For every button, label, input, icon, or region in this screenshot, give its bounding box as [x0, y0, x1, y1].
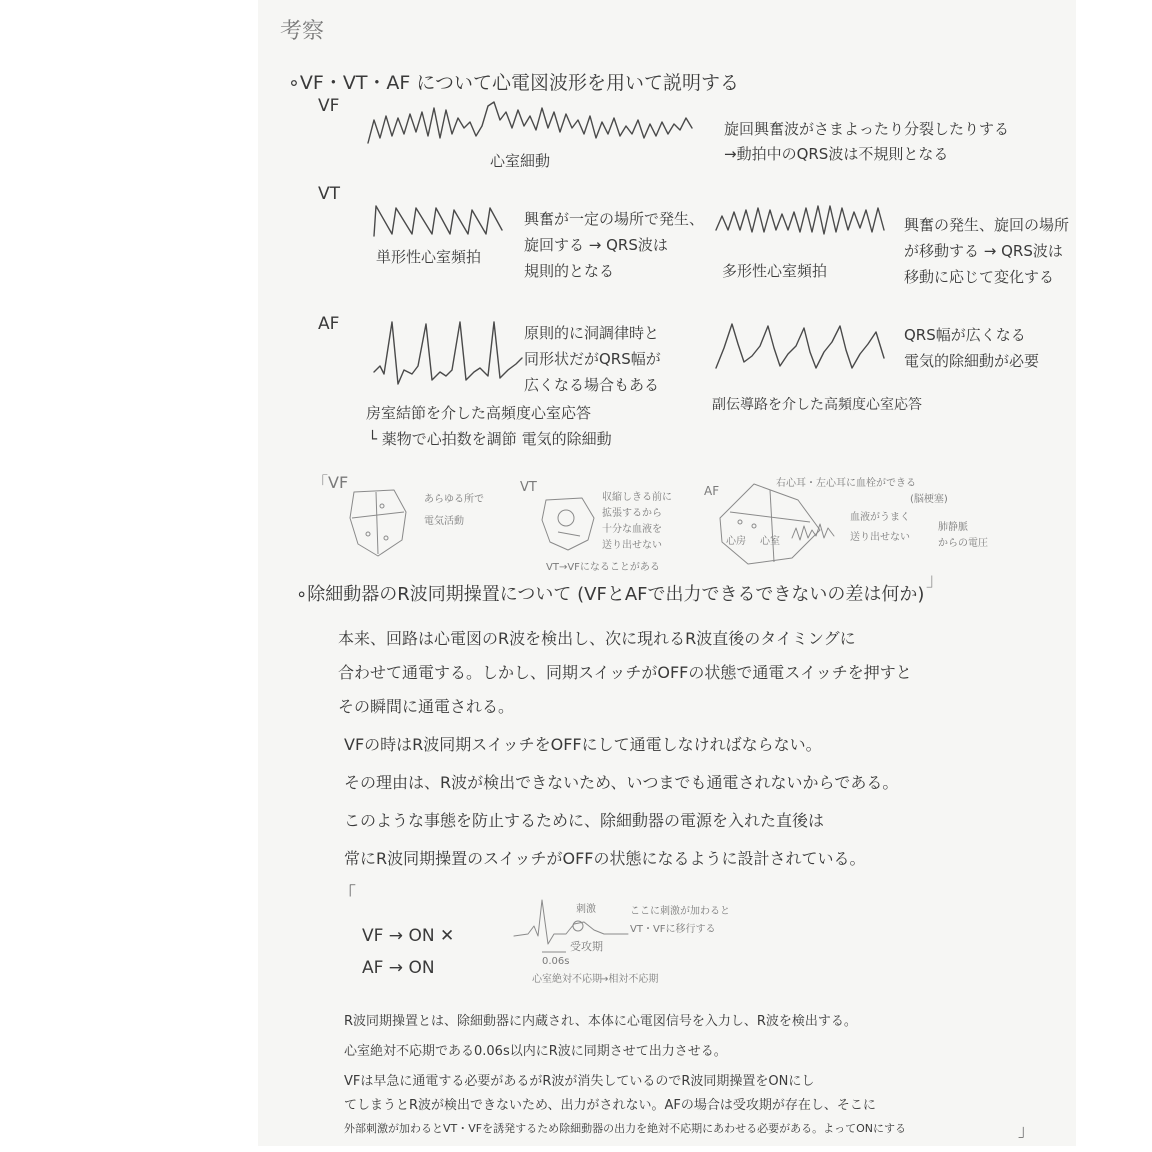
- vt-heart-line: [558, 532, 580, 536]
- sketch-close-bracket: 」: [926, 570, 944, 591]
- af-left-note-3: 広くなる場合もある: [524, 376, 660, 394]
- vt-mono-note-1: 興奮が一定の場所で発生、: [524, 210, 705, 228]
- vf-heart-sketch: [342, 482, 422, 562]
- vf-caption: 心室細動: [490, 152, 551, 170]
- sketch-af-note-2: (脳梗塞): [910, 494, 948, 505]
- vt-poly-waveform: [712, 200, 892, 240]
- diagram-note-1: ここに刺激が加わると: [630, 906, 730, 917]
- vt-mono-waveform-line: [374, 206, 502, 236]
- sketch-af-note-7: 肺静脈: [938, 522, 968, 533]
- sketch-af-note-1: 右心耳・左心耳に血栓ができる: [776, 478, 916, 489]
- refractory-marker: [573, 921, 583, 931]
- section3-p-line3: VFは早急に通電する必要があるがR波が消失しているのでR波同期操置をONにし: [344, 1074, 815, 1089]
- sketch-af-note-5: 心房: [726, 536, 746, 547]
- vt-heart-loop: [558, 510, 574, 526]
- sketch-af-note-6: 心室: [760, 536, 780, 547]
- section2-p3-line1: このような事態を防止するために、除細動器の電源を入れた直後は: [344, 811, 825, 830]
- bullet-icon: ∘: [288, 72, 300, 94]
- section3-open-bracket: 「: [338, 884, 356, 905]
- sketch-vt-note-1: 収縮しきる前に: [602, 492, 672, 503]
- af-left-waveform-line: [374, 322, 522, 384]
- af-left-waveform: [370, 314, 530, 394]
- diagram-time-label: 0.06s: [542, 956, 570, 967]
- vf-heart-dot-1: [366, 532, 370, 536]
- vf-waveform: [366, 98, 706, 153]
- section2-p1-line3: その瞬間に通電される。: [338, 697, 515, 716]
- section3-close-bracket: 」: [1018, 1121, 1035, 1140]
- vf-heart-dot-2: [384, 536, 388, 540]
- sketch-vf-note-2: 電気活動: [424, 516, 464, 527]
- section3-p-line2: 心室絶対不応期である0.06s以内にR波に同期させて出力させる。: [344, 1044, 727, 1059]
- notebook-page: [258, 0, 1076, 1146]
- section3-p-line5: 外部刺激が加わるとVT・VFを誘発するため除細動器の出力を絶対不応期にあわせる必要がある。よってONにする: [344, 1122, 906, 1135]
- section2-p3-line2: 常にR波同期操置のスイッチがOFFの状態になるように設計されている。: [344, 849, 866, 868]
- section3-vf-line: VF → ON ✕: [362, 926, 455, 946]
- section3-p-line1: R波同期操置とは、除細動器に内蔵され、本体に心電図信号を入力し、R波を検出する。: [344, 1014, 857, 1029]
- diagram-vuln-label: 受攻期: [570, 940, 603, 953]
- vt-poly-note-2: が移動する → QRS波は: [904, 242, 1063, 260]
- af-heart-dot-2: [752, 524, 756, 528]
- section1-heading: [288, 68, 739, 95]
- vt-label: VT: [318, 184, 341, 204]
- diagram-note-2: VT・VFに移行する: [630, 924, 716, 935]
- section3-p-line4: てしまうとR波が検出できないため、出力がされない。AFの場合は受攻期が存在し、そこに: [344, 1098, 876, 1113]
- vf-heart-line-1: [352, 512, 404, 518]
- section3-af-line: AF → ON: [362, 958, 435, 978]
- diagram-absolute-label: 心室絶対不応期: [532, 974, 602, 985]
- section2-p1-line2: 合わせて通電する。しかし、同期スイッチがOFFの状態で通電スイッチを押すと: [338, 663, 912, 682]
- vf-heart-line-2: [376, 492, 378, 554]
- sketch-vt-label: VT: [520, 480, 537, 495]
- af-right-waveform: [712, 318, 892, 380]
- af-heart-line-2: [770, 490, 774, 562]
- section2-heading-text: 除細動器のR波同期操置について (VFとAFで出力できるできないの差は何か): [307, 584, 925, 605]
- af-label: AF: [318, 314, 340, 334]
- af-left-caption: 房室結節を介した高頻度心室応答: [366, 404, 592, 422]
- diagram-relative-label: →相対不応期: [600, 974, 659, 985]
- vt-poly-note-1: 興奮の発生、旋回の場所: [904, 216, 1070, 234]
- af-right-waveform-line: [716, 324, 884, 368]
- vt-heart-outline: [542, 498, 594, 550]
- sketch-af-note-8: からの電圧: [938, 538, 988, 549]
- af-right-note-1: QRS幅が広くなる: [904, 326, 1026, 344]
- vt-poly-note-3: 移動に応じて変化する: [904, 268, 1055, 286]
- vt-mono-note-3: 規則的となる: [524, 262, 615, 280]
- vt-poly-caption: 多形性心室頻拍: [722, 262, 828, 280]
- vt-heart-sketch: [538, 492, 600, 554]
- af-left-note-2: 同形状だがQRS幅が: [524, 350, 661, 368]
- sketch-af-note-3: 血液がうまく: [850, 512, 910, 523]
- vf-waveform-line: [368, 102, 692, 143]
- af-left-note-1: 原則的に洞調律時と: [524, 324, 660, 342]
- af-right-caption: 副伝導路を介した高頻度心室応答: [712, 397, 922, 413]
- sketch-vt-note-3: 十分な血液を: [602, 524, 662, 535]
- page-title: 考察: [280, 19, 325, 44]
- diagram-stim-label: 刺激: [576, 904, 596, 915]
- sketch-vf-note-1: あらゆる所で: [424, 494, 484, 505]
- vt-mono-waveform: [370, 200, 510, 240]
- sketch-af-note-4: 送り出せない: [850, 532, 910, 543]
- section2-heading: [296, 580, 924, 606]
- sketch-af-label: AF: [704, 484, 720, 498]
- section2-p2-line2: その理由は、R波が検出できないため、いつまでも通電されないからである。: [344, 773, 899, 792]
- af-heart-sketch: [710, 478, 840, 570]
- sketch-vt-note-4: 送り出せない: [602, 540, 662, 551]
- section2-p2-line1: VFの時はR波同期スイッチをOFFにして通電しなければならない。: [344, 735, 822, 754]
- vt-poly-waveform-line: [716, 206, 884, 234]
- vf-note-1: 旋回興奮波がさまよったり分裂したりする: [724, 120, 1010, 138]
- sketch-vf-label: 「VF: [312, 473, 349, 492]
- vf-label: VF: [318, 96, 340, 116]
- af-right-note-2: 電気的除細動が必要: [904, 352, 1040, 370]
- af-left-caption-2: └ 薬物で心拍数を調節 電気的除細動: [368, 430, 612, 448]
- section1-heading-text: VF・VT・AF について心電図波形を用いて説明する: [299, 72, 740, 94]
- sketch-vt-note-5: VT→VFになることがある: [546, 562, 660, 573]
- af-heart-dot-1: [738, 520, 742, 524]
- section2-p1-line1: 本来、回路は心電図のR波を検出し、次に現れるR波直後のタイミングに: [338, 629, 856, 648]
- vf-note-2: →動拍中のQRS波は不規則となる: [724, 145, 949, 163]
- vf-heart-dot-3: [380, 504, 384, 508]
- sketch-vt-note-2: 拡張するから: [602, 508, 662, 519]
- vt-mono-note-2: 旋回する → QRS波は: [524, 236, 668, 254]
- vt-mono-caption: 単形性心室頻拍: [376, 248, 482, 266]
- bullet-icon: ∘: [296, 584, 308, 605]
